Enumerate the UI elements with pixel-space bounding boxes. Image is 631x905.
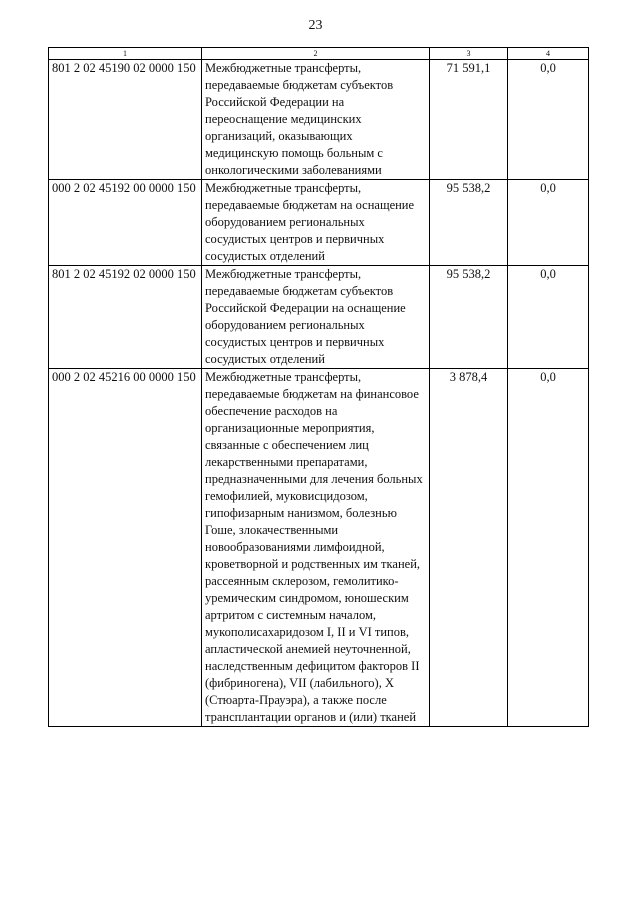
budget-code: 801 2 02 45192 02 0000 150 [49, 266, 202, 369]
column-header-4: 4 [508, 48, 589, 60]
amount-value-2: 0,0 [508, 369, 589, 727]
table-header-row [49, 48, 589, 60]
table-row [49, 180, 589, 266]
table-row [49, 60, 589, 180]
amount-value: 71 591,1 [430, 60, 508, 180]
budget-code: 000 2 02 45216 00 0000 150 [49, 369, 202, 727]
budget-code: 801 2 02 45190 02 0000 150 [49, 60, 202, 180]
column-header-3: 3 [430, 48, 508, 60]
row-description: Межбюджетные трансферты, передаваемые бюджетам субъектов Российской Федерации на оснащение оборудованием региональных сосудистых центров и первичных сосудистых отделений [202, 266, 430, 369]
row-description: Межбюджетные трансферты, передаваемые бюджетам на оснащение оборудованием региональных сосудистых центров и первичных сосудистых отделений [202, 180, 430, 266]
table-row [49, 266, 589, 369]
amount-value-2: 0,0 [508, 60, 589, 180]
page-number: 23 [308, 18, 323, 33]
table-row [49, 369, 589, 727]
budget-table [48, 47, 589, 727]
column-header-1: 1 [49, 48, 202, 60]
budget-code: 000 2 02 45192 00 0000 150 [49, 180, 202, 266]
row-description: Межбюджетные трансферты, передаваемые бюджетам на финансовое обеспечение расходов на организационные мероприятия, связанные с обеспечением лиц лекарственными препаратами, предназначенными для лечения больных гемофилией, муковисцидозом, гипофизарным нанизмом, болезнью Гоше, злокачественными новообразованиями лимфоидной, кроветворной и родственных им тканей, рассеянным склерозом, гемолитико-уремическим синдромом, юношеским артритом с системным началом, мукополисахаридозом I, II и VI типов, апластической анемией неуточненной, наследственным дефицитом факторов II (фибриногена), VII (лабильного), X (Стюарта-Прауэра), а также после трансплантации органов и (или) тканей [202, 369, 430, 727]
amount-value: 95 538,2 [430, 180, 508, 266]
column-header-2: 2 [202, 48, 430, 60]
amount-value: 3 878,4 [430, 369, 508, 727]
row-description: Межбюджетные трансферты, передаваемые бюджетам субъектов Российской Федерации на переоснащение медицинских организаций, оказывающих медицинскую помощь больным с онкологическими заболеваниями [202, 60, 430, 180]
amount-value-2: 0,0 [508, 266, 589, 369]
amount-value-2: 0,0 [508, 180, 589, 266]
amount-value: 95 538,2 [430, 266, 508, 369]
